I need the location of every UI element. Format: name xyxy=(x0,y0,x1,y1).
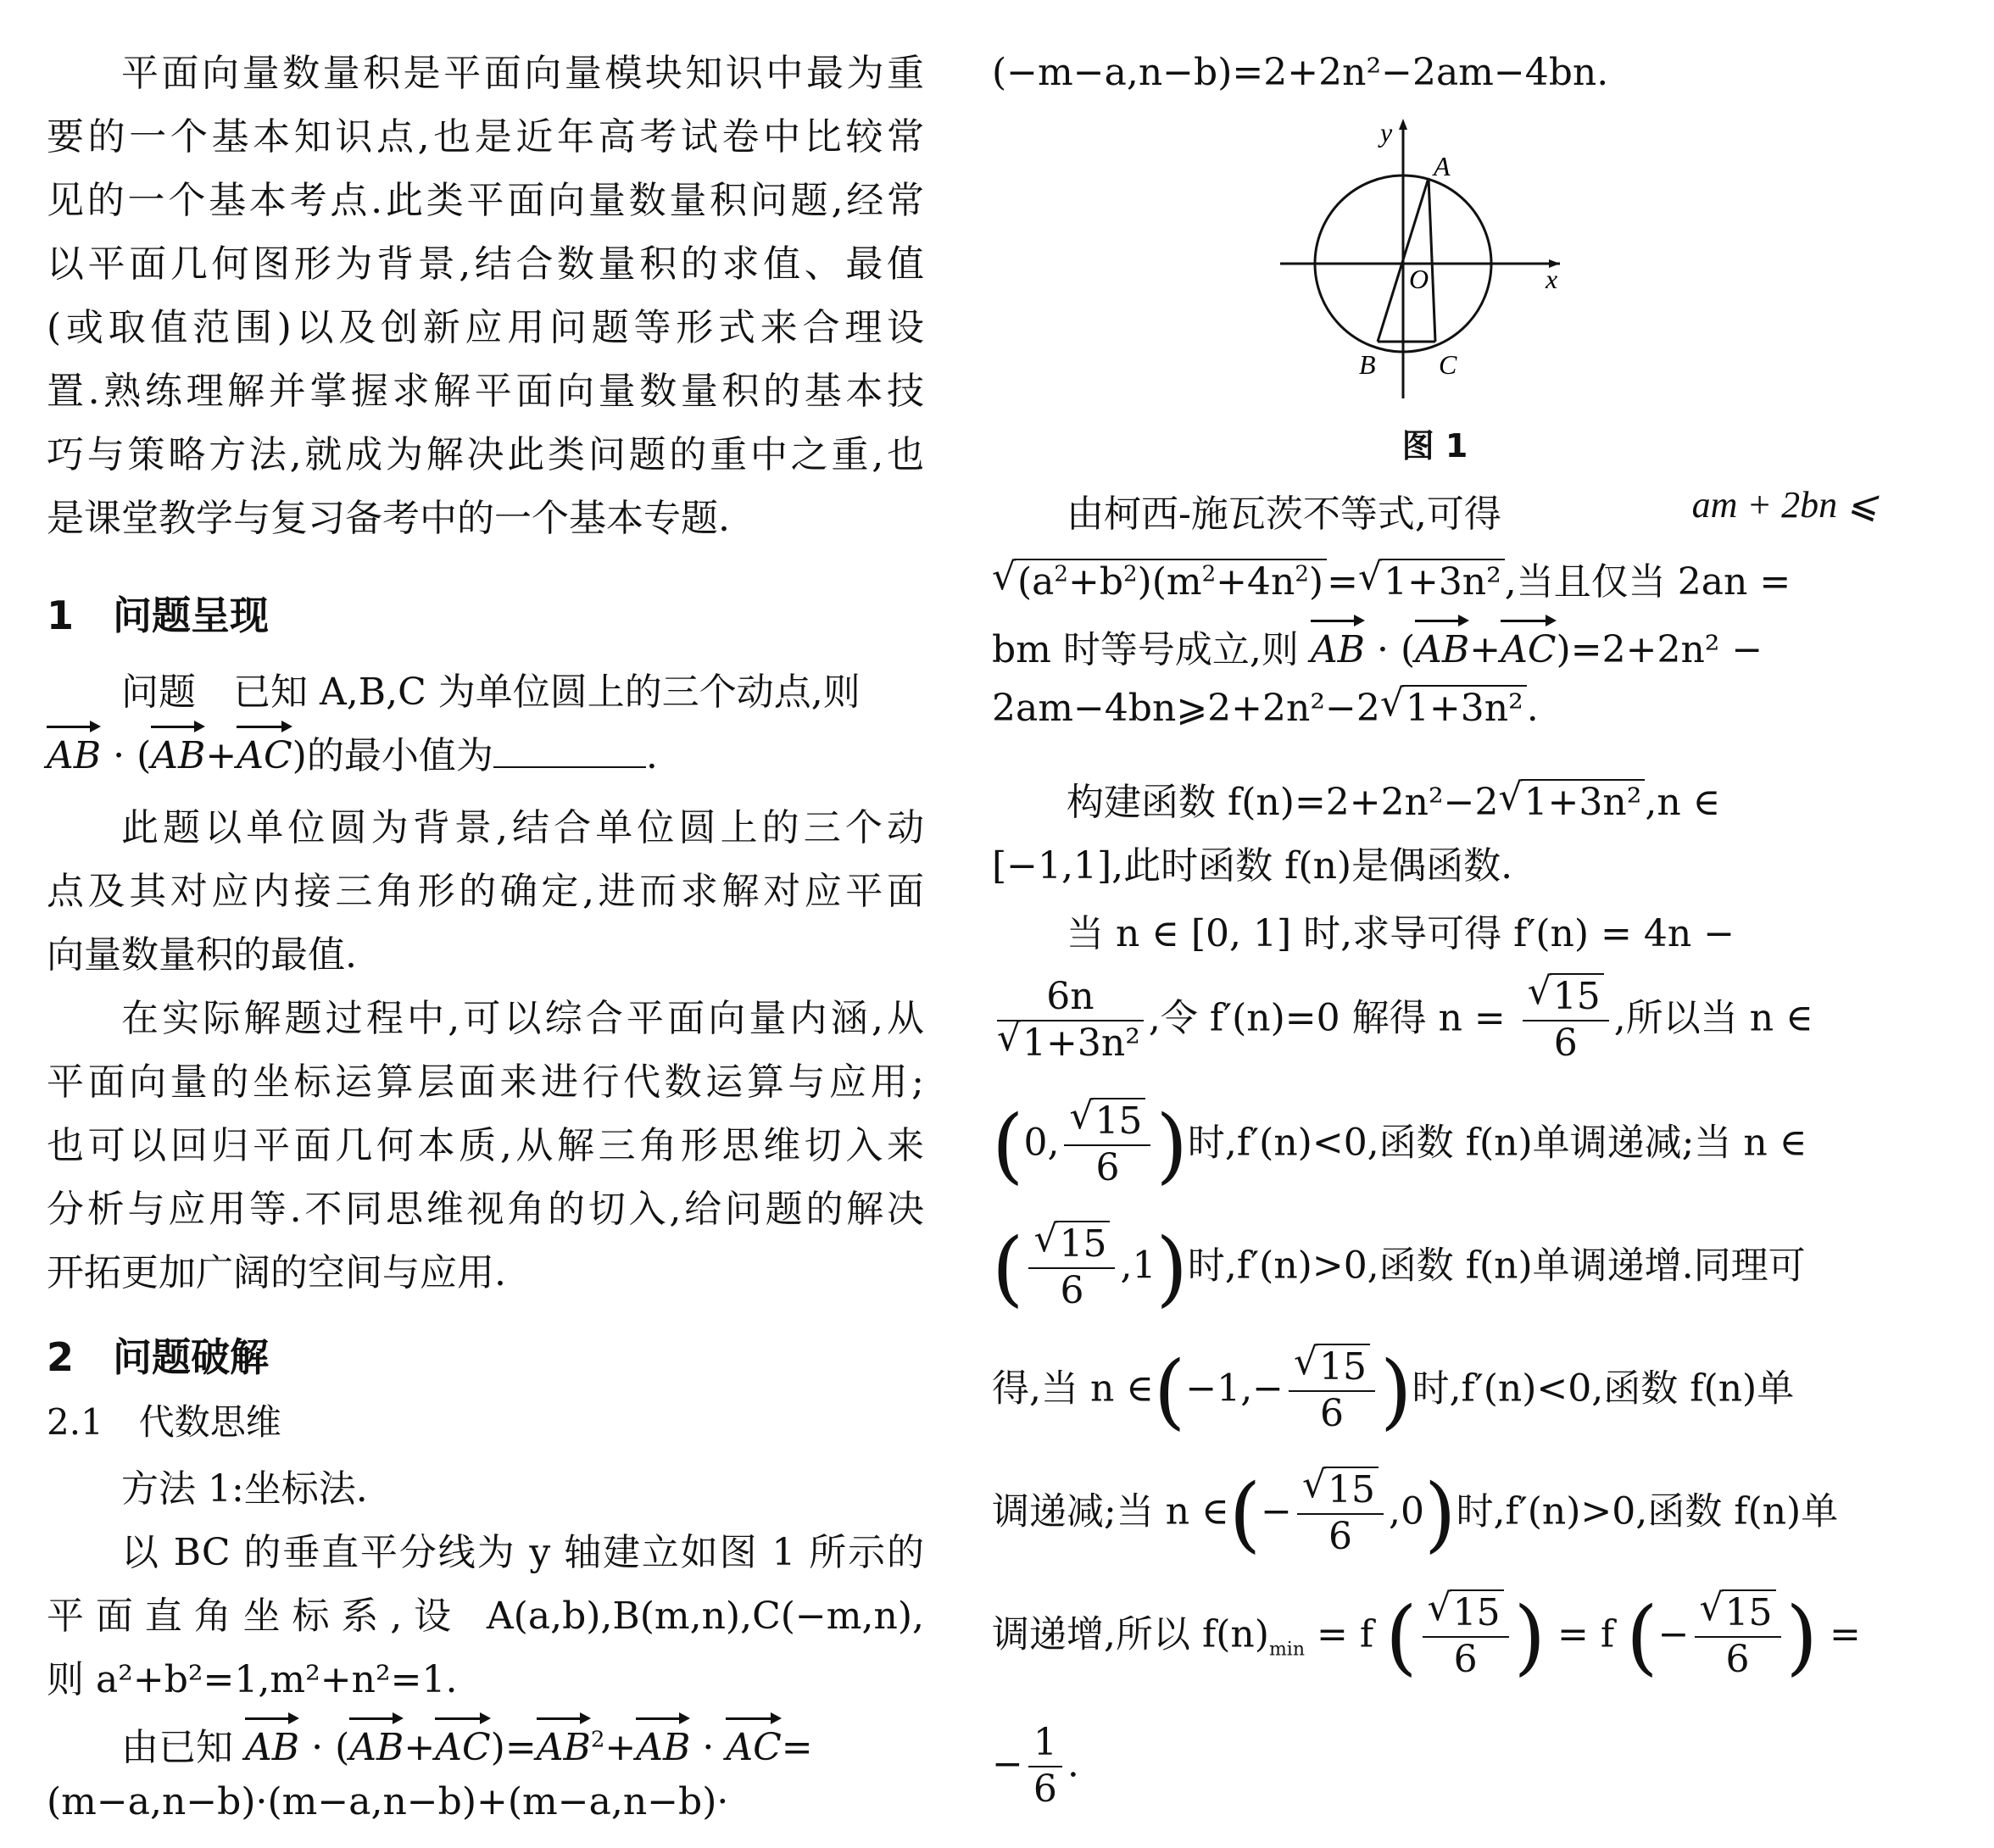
vector-ab: AB xyxy=(636,1726,691,1769)
cauchy-line-3: bm 时等号成立,则 AB · (AB+AC)=2+2n² − xyxy=(992,628,1763,671)
domain-text: ,n ∈ xyxy=(1645,781,1721,824)
fraction: √ 15 6 xyxy=(1423,1591,1509,1683)
subsection-title: 2.1 代数思维 xyxy=(47,1401,281,1443)
x-label: x xyxy=(1546,264,1558,294)
cauchy-line-2: √ $(a^2+b^2)(m^2+4n^2)=$ √ 1+3n²,当且仅当 2an = xyxy=(992,555,1791,604)
para-line: 开拓更加广阔的空间与应用. xyxy=(47,1251,506,1294)
monotonic-text: 得,当 n ∈ xyxy=(992,1367,1154,1411)
vector-ab: AB xyxy=(245,1726,300,1769)
function-def: 构建函数 f(n)=2+2n²−2 xyxy=(1067,781,1499,824)
inequality-text: 2am−4bn⩾2+2n²−2 xyxy=(992,687,1380,730)
fraction: √ 15 6 xyxy=(1064,1099,1150,1191)
intro-line: 置.熟练理解并掌握求解平面向量数量积的基本技 xyxy=(47,370,924,413)
vector-ac: AC xyxy=(237,734,292,777)
vector-ac: AC xyxy=(435,1726,491,1769)
intro-line: 要的一个基本知识点,也是近年高考试卷中比较常 xyxy=(47,115,924,159)
y-axis-arrow xyxy=(1399,119,1407,130)
derivative-line-1: 当 n ∈ [0, 1] 时,求导可得 f′(n) = 4n − xyxy=(1067,912,1735,955)
sqrt-expression: √ $(a^2+b^2)(m^2+4n^2)$ xyxy=(992,560,1327,604)
monotonic-text: 调递减;当 n ∈ xyxy=(992,1489,1229,1534)
monotonic-text: 时,f′(n)>0,函数 f(n)单调递增.同理可 xyxy=(1187,1244,1806,1288)
monotonic-text: 时,f′(n)>0,函数 f(n)单 xyxy=(1456,1489,1839,1534)
section-1-title: 1 问题呈现 xyxy=(47,593,270,638)
intro-line: 平面向量数量积是平面向量模块知识中最为重 xyxy=(121,52,924,95)
vector-ab: AB xyxy=(349,1726,404,1769)
problem-line: 问题 已知 A,B,C 为单位圆上的三个动点,则 xyxy=(121,671,861,714)
continued-line: (−m−a,n−b)=2+2n²−2am−4bn. xyxy=(992,51,1609,94)
given-line: 由已知 AB · $(AB+AC)=AB^2+AB \cdot AC=$ xyxy=(121,1726,813,1769)
intro-line: (或取值范围)以及创新应用问题等形式来合理设 xyxy=(47,306,924,349)
cauchy-text: bm 时等号成立,则 xyxy=(992,628,1299,671)
para-line: 此题以单位圆为背景,结合单位圆上的三个动 xyxy=(121,806,924,849)
monotonic-line-5: 调递增,所以 $f(n)_{min} = f$ ( √ 15 6 ) = f (− √ 15 6 ) = xyxy=(992,1586,1861,1684)
result-line: − $\frac{1}{6}$ . xyxy=(992,1721,1079,1811)
monotonic-text: 时,f′(n)<0,函数 f(n)单 xyxy=(1412,1367,1795,1411)
intro-line: 巧与策略方法,就成为解决此类问题的重中之重,也 xyxy=(47,433,924,476)
fraction: 6n √ 1+3n² xyxy=(997,975,1144,1066)
sqrt-expression: √ 1+3n² xyxy=(1380,687,1527,730)
sqrt-expression: √ 1+3n² xyxy=(1358,560,1505,604)
para-line: 在实际解题过程中,可以综合平面向量内涵,从 xyxy=(121,997,924,1040)
expand-line: (m−a,n−b)·(m−a,n−b)+(m−a,n−b)· xyxy=(47,1780,729,1823)
coord-line: 以 BC 的垂直平分线为 y 轴建立如图 1 所示的 xyxy=(121,1531,924,1574)
derivative-text: ,令 f′(n)=0 解得 n = xyxy=(1148,996,1506,1040)
section-2-title: 2 问题破解 xyxy=(47,1334,270,1380)
build-line-1 xyxy=(992,771,1878,839)
y-label: y xyxy=(1380,117,1393,148)
derivative-line-2 xyxy=(992,970,1878,1077)
fraction: √ 15 6 xyxy=(1695,1591,1781,1683)
cauchy-lhs: am + 2bn ⩽ xyxy=(1691,484,1878,526)
minimum-text: 调递增,所以 f(n) xyxy=(992,1612,1269,1656)
vector-ab: AB xyxy=(1310,628,1365,671)
coord-line: 则 a²+b²=1,m²+n²=1. xyxy=(47,1658,458,1701)
monotonic-line-2: ( √ 15 6 ,1)时,f′(n)>0,函数 f(n)单调递增.同理可 xyxy=(992,1217,1806,1316)
method-title: 方法 1:坐标法. xyxy=(121,1467,368,1511)
intro-line: 见的一个基本考点.此类平面向量数量积问题,经常 xyxy=(47,179,924,222)
figure-caption: 图 1 xyxy=(1401,427,1468,465)
fraction: √ 15 6 xyxy=(1523,975,1609,1066)
vector-ac: AC xyxy=(1501,628,1557,671)
segment-ac xyxy=(1429,178,1435,342)
origin-label: O xyxy=(1409,264,1429,294)
build-line-2: [−1,1],此时函数 f(n)是偶函数. xyxy=(992,844,1513,888)
sqrt-expression: √ 1+3n² xyxy=(1499,781,1646,824)
vector-ac: AC xyxy=(726,1726,782,1769)
result-sign: − xyxy=(992,1742,1023,1786)
para-line: 点及其对应内接三角形的确定,进而求解对应平面 xyxy=(47,870,924,913)
para-line: 平面向量的坐标运算层面来进行代数运算与应用; xyxy=(47,1060,924,1104)
fraction: √ 15 6 xyxy=(1297,1468,1384,1560)
fraction: √ 15 6 xyxy=(1289,1345,1375,1437)
point-a-label: A xyxy=(1434,151,1451,181)
fraction: √ 15 6 xyxy=(1028,1222,1115,1314)
monotonic-line-1: (0, √ 15 6 )时,f′(n)<0,函数 f(n)单调递减;当 n ∈ xyxy=(992,1094,1807,1193)
derivative-text: ,所以当 n ∈ xyxy=(1613,996,1813,1040)
vector-ab: AB xyxy=(1415,628,1470,671)
monotonic-line-4: 调递减;当 n ∈(− √ 15 6 ,0)时,f′(n)>0,函数 f(n)单 xyxy=(992,1463,1839,1561)
para-line: 分析与应用等.不同思维视角的切入,给问题的解决 xyxy=(47,1188,924,1231)
min-subscript: min xyxy=(1268,1639,1306,1661)
problem-line-2: AB · (AB+AC)的最小值为 . xyxy=(47,734,658,777)
cauchy-line-1 xyxy=(992,483,1878,551)
point-b-label: B xyxy=(1359,349,1376,380)
vector-ab: AB xyxy=(47,734,102,777)
given-prefix: 由已知 xyxy=(121,1726,233,1769)
cauchy-line-4: 2am−4bn⩾2+2n²−2 √ 1+3n². xyxy=(992,682,1539,730)
intro-line: 是课堂教学与复习备考中的一个基本专题. xyxy=(47,497,730,540)
para-line: 也可以回归平面几何本质,从解三角形思维切入来 xyxy=(47,1124,924,1167)
monotonic-text: 时,f′(n)<0,函数 f(n)单调递减;当 n ∈ xyxy=(1187,1121,1807,1165)
cauchy-prefix: 由柯西-施瓦茨不等式,可得 xyxy=(1067,493,1501,536)
para-line: 向量数量积的最值. xyxy=(47,933,357,977)
answer-blank xyxy=(493,732,646,768)
problem-tail: 的最小值为 xyxy=(306,734,493,777)
point-c-label: C xyxy=(1439,349,1457,380)
result-fraction: $\frac{1}{6}$ xyxy=(1028,1721,1062,1812)
coord-line: 平面直角坐标系,设 A(a,b),B(m,n),C(−m,n), xyxy=(47,1595,924,1638)
unit-circle-figure xyxy=(1276,114,1564,403)
cauchy-rhs: =2+2n² − xyxy=(1570,628,1763,671)
monotonic-line-3: 得,当 n ∈(−1,− √ 15 6 )时,f′(n)<0,函数 f(n)单 xyxy=(992,1340,1795,1439)
cauchy-condition: ,当且仅当 2an = xyxy=(1504,560,1791,604)
vector-ab: AB xyxy=(536,1726,591,1769)
vector-ab: AB xyxy=(151,734,206,777)
intro-line: 以平面几何图形为背景,结合数量积的求值、最值 xyxy=(47,242,924,286)
